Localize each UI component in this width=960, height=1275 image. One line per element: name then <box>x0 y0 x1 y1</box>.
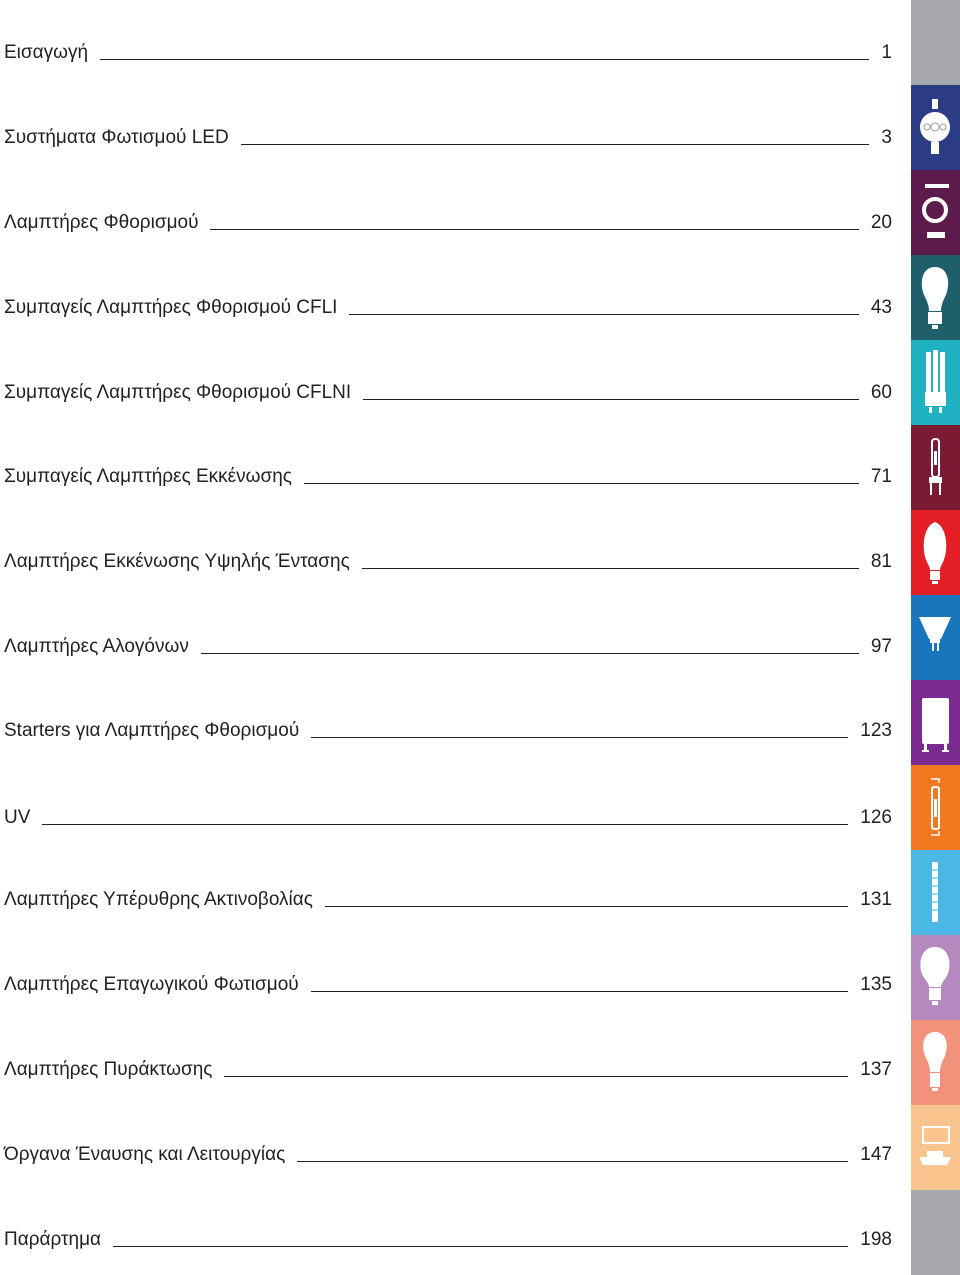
toc-entry-page: 71 <box>870 466 892 487</box>
uv-lamp-icon <box>911 765 960 850</box>
section-tab-cfli[interactable] <box>911 255 960 340</box>
induction-lamp-icon <box>911 935 960 1020</box>
section-tab-led[interactable] <box>911 85 960 170</box>
toc-leader-line <box>311 991 849 992</box>
toc-entry-page: 20 <box>870 212 892 233</box>
toc-entry-title: Συμπαγείς Λαμπτήρες Φθορισμού CFLI <box>4 297 338 318</box>
section-tab-infrared[interactable] <box>911 850 960 935</box>
toc-leader-line <box>210 229 858 230</box>
toc-leader-line <box>100 59 869 60</box>
toc-leader-line <box>363 399 859 400</box>
toc-entry-compact-discharge[interactable] <box>4 448 892 488</box>
toc-entry-appendix[interactable] <box>4 1211 892 1251</box>
toc-entry-page: 126 <box>860 807 892 828</box>
halogen-reflector-icon <box>911 595 960 680</box>
discharge-lamp-icon <box>911 425 960 510</box>
toc-entry-infrared[interactable] <box>4 871 892 911</box>
toc-entry-title: Παράρτημα <box>4 1229 102 1250</box>
toc-entry-title: Λαμπτήρες Επαγωγικού Φωτισμού <box>4 974 299 995</box>
cfl-pin-icon <box>911 340 960 425</box>
toc-entry-halogen[interactable] <box>4 618 892 658</box>
section-tab-top <box>911 0 960 85</box>
infrared-lamp-icon <box>911 850 960 935</box>
toc-entry-page: 135 <box>860 974 892 995</box>
toc-entry-page: 81 <box>870 551 892 572</box>
cfl-bulb-icon <box>911 255 960 340</box>
toc-leader-line <box>113 1246 848 1247</box>
fluorescent-tube-icon <box>911 170 960 255</box>
toc-entry-title: Συμπαγείς Λαμπτήρες Εκκένωσης <box>4 466 292 487</box>
section-tab-strip <box>911 0 960 1274</box>
toc-entry-title: Λαμπτήρες Φθορισμού <box>4 212 199 233</box>
ballast-icon <box>911 1105 960 1190</box>
toc-leader-line <box>325 906 848 907</box>
section-tab-ballasts[interactable] <box>911 1105 960 1190</box>
toc-leader-line <box>42 824 848 825</box>
toc-entry-hid[interactable] <box>4 533 892 573</box>
toc-entry-page: 97 <box>870 636 892 657</box>
section-tab-starters[interactable] <box>911 680 960 765</box>
hid-bulb-icon <box>911 510 960 595</box>
toc-leader-line <box>297 1161 848 1162</box>
toc-entry-cflni[interactable] <box>4 364 892 404</box>
section-tab-compact-discharge[interactable] <box>911 425 960 510</box>
toc-entry-page: 60 <box>870 382 892 403</box>
toc-entry-starters[interactable] <box>4 702 892 742</box>
starter-icon <box>911 680 960 765</box>
section-tab-uv[interactable] <box>911 765 960 850</box>
toc-entry-introduction[interactable] <box>4 24 892 64</box>
toc-entry-page: 123 <box>860 720 892 741</box>
toc-entry-led[interactable] <box>4 109 892 149</box>
section-tab-induction[interactable] <box>911 935 960 1020</box>
toc-entry-incandescent[interactable] <box>4 1041 892 1081</box>
section-tab-fluorescent[interactable] <box>911 170 960 255</box>
toc-entry-title: Λαμπτήρες Πυράκτωσης <box>4 1059 213 1080</box>
toc-entry-title: Λαμπτήρες Εκκένωσης Υψηλής Έντασης <box>4 551 350 572</box>
section-tab-cflni[interactable] <box>911 340 960 425</box>
toc-entry-title: UV <box>4 807 31 828</box>
toc-entry-page: 147 <box>860 1144 892 1165</box>
toc-entry-title: Λαμπτήρες Υπέρυθρης Ακτινοβολίας <box>4 889 313 910</box>
toc-entry-page: 43 <box>870 297 892 318</box>
led-module-icon <box>911 85 960 170</box>
toc-entry-title: Λαμπτήρες Αλογόνων <box>4 636 189 657</box>
incandescent-bulb-icon <box>911 1020 960 1105</box>
toc-entry-page: 131 <box>860 889 892 910</box>
toc-leader-line <box>349 314 858 315</box>
toc-entry-page: 137 <box>860 1059 892 1080</box>
toc-entry-page: 198 <box>860 1229 892 1250</box>
toc-leader-line <box>201 653 859 654</box>
toc-leader-line <box>241 144 870 145</box>
toc-leader-line <box>311 737 848 738</box>
section-tab-incandescent[interactable] <box>911 1020 960 1105</box>
toc-leader-line <box>224 1076 848 1077</box>
toc-entry-induction[interactable] <box>4 956 892 996</box>
section-tab-halogen[interactable] <box>911 595 960 680</box>
section-tab-hid[interactable] <box>911 510 960 595</box>
section-tab-appendix <box>911 1190 960 1275</box>
toc-leader-line <box>362 568 859 569</box>
toc-entry-page: 1 <box>881 42 892 63</box>
toc-entry-title: Συμπαγείς Λαμπτήρες Φθορισμού CFLNI <box>4 382 352 403</box>
toc-entry-title: Όργανα Έναυσης και Λειτουργίας <box>4 1144 286 1165</box>
toc-entry-cfli[interactable] <box>4 279 892 319</box>
toc-leader-line <box>304 483 859 484</box>
toc-entry-ballasts[interactable] <box>4 1126 892 1166</box>
toc-entry-title: Εισαγωγή <box>4 42 89 63</box>
toc-entry-page: 3 <box>881 127 892 148</box>
toc-entry-title: Συστήματα Φωτισμού LED <box>4 127 229 148</box>
toc-entry-fluorescent[interactable] <box>4 194 892 234</box>
toc-entry-title: Starters για Λαμπτήρες Φθορισμού <box>4 720 300 741</box>
toc-entry-uv[interactable] <box>4 789 892 829</box>
